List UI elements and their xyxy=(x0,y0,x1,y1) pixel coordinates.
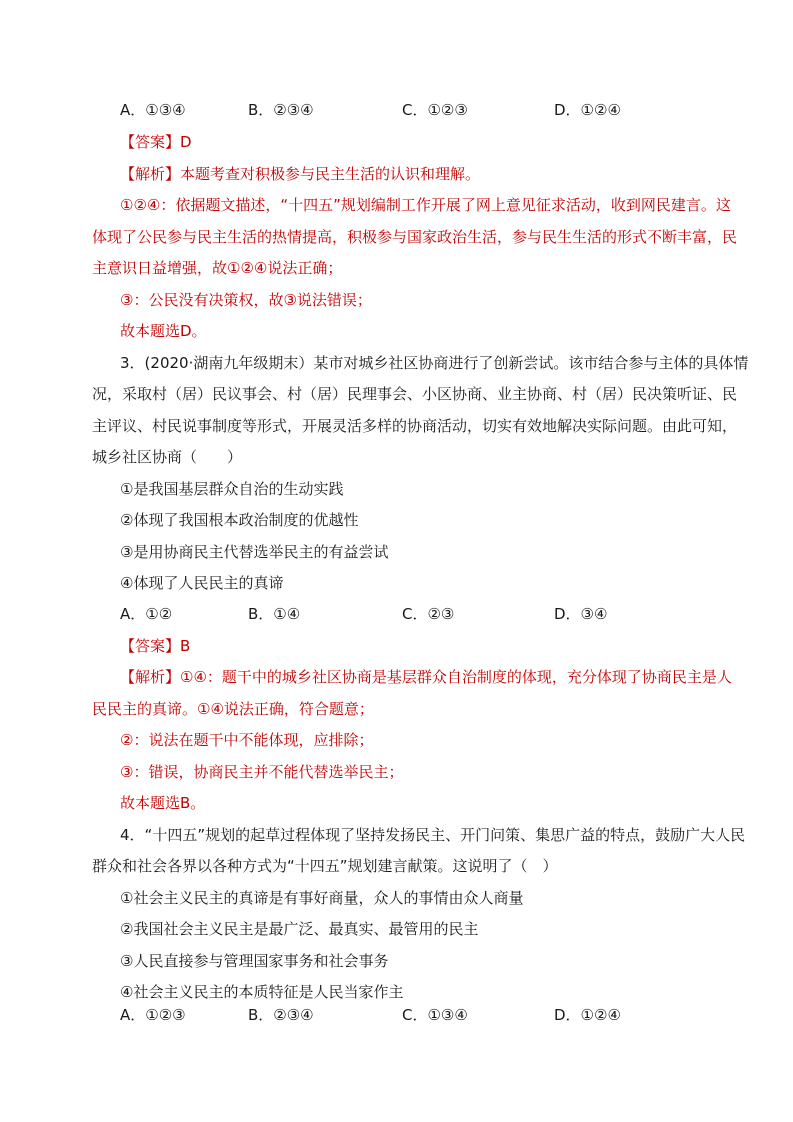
q2-option-a: A．①③④ xyxy=(120,101,186,119)
analysis-tag: 【解析】 xyxy=(120,668,181,686)
q4-statement: ③人民直接参与管理国家事务和社会事务 xyxy=(120,952,389,970)
q3-option-d: D．③④ xyxy=(554,605,608,623)
q3-analysis-line: 故本题选B。 xyxy=(120,794,206,812)
q2-option-c: C．①②③ xyxy=(402,101,468,119)
q3-analysis-first xyxy=(120,666,732,688)
q3-option-b: B．①④ xyxy=(248,605,301,623)
q4-stem-line: 群众和社会各界以各种方式为“十四五”规划建言献策。这说明了（ ） xyxy=(92,857,558,875)
q3-stem-line: 主评议、村民说事制度等形式，开展灵活多样的协商活动，切实有效地解决实际问题。由此可知， xyxy=(92,417,738,435)
answer-tag: 【答案】 xyxy=(120,637,181,655)
q4-statement: ④社会主义民主的本质特征是人民当家作主 xyxy=(120,983,404,1001)
q4-option-a: A．①②③ xyxy=(120,1006,186,1024)
q3-analysis-line: 民民主的真谛。①④说法正确，符合题意； xyxy=(92,700,374,718)
q4-statement: ①社会主义民主的真谛是有事好商量，众人的事情由众人商量 xyxy=(120,889,524,907)
q2-option-b: B．②③④ xyxy=(248,101,314,119)
q3-analysis-line: ②：说法在题干中不能体现，应排除； xyxy=(120,731,374,749)
q2-analysis-line: ③：公民没有决策权，故③说法错误； xyxy=(120,291,372,309)
q3-option-c: C．②③ xyxy=(402,605,455,623)
q3-stem-line: 况，采取村（居）民议事会、村（居）民理事会、小区协商、业主协商、村（居）民决策听证、民 xyxy=(92,385,738,403)
answer-value: B xyxy=(180,637,191,655)
answer-value: D xyxy=(180,133,192,151)
q3-stem-line: 3．(2020·湖南九年级期末）某市对城乡社区协商进行了创新尝试。该市结合参与主体的具体情 xyxy=(120,354,749,372)
analysis-text: ①④：题干中的城乡社区协商是基层群众自治制度的体现，充分体现了协商民主是人 xyxy=(180,668,732,686)
q3-statement: ③是用协商民主代替选举民主的有益尝试 xyxy=(120,543,389,561)
q2-answer xyxy=(120,131,192,153)
q2-option-d: D．①②④ xyxy=(554,101,621,119)
q4-option-b: B．②③④ xyxy=(248,1006,314,1024)
q3-statement: ①是我国基层群众自治的生动实践 xyxy=(120,480,344,498)
q3-analysis-line: ③：错误，协商民主并不能代替选举民主； xyxy=(120,763,404,781)
q4-option-d: D．①②④ xyxy=(554,1006,621,1024)
q2-analysis-line: 故本题选D。 xyxy=(120,322,207,340)
analysis-intro-text: 本题考查对积极参与民主生活的认识和理解。 xyxy=(180,165,481,183)
q2-analysis-line: 主意识日益增强，故①②④说法正确； xyxy=(92,259,343,277)
q4-option-c: C．①③④ xyxy=(402,1006,468,1024)
q4-stem-line: 4．“十四五”规划的起草过程体现了坚持发扬民主、开门问策、集思广益的特点，鼓励广大人民 xyxy=(120,826,746,844)
answer-tag: 【答案】 xyxy=(120,133,181,151)
q4-statement: ②我国社会主义民主是最广泛、最真实、最管用的民主 xyxy=(120,920,479,938)
q2-analysis-intro xyxy=(120,163,480,185)
q3-answer xyxy=(120,635,190,657)
q3-option-a: A．①② xyxy=(120,605,173,623)
analysis-tag: 【解析】 xyxy=(120,165,181,183)
q3-stem-line: 城乡社区协商（ ） xyxy=(92,448,243,466)
q2-analysis-line: ①②④：依据题文描述，“十四五”规划编制工作开展了网上意见征求活动，收到网民建言。这 xyxy=(120,196,731,214)
q3-statement: ②体现了我国根本政治制度的优越性 xyxy=(120,511,359,529)
q2-analysis-line: 体现了公民参与民主生活的热情提高，积极参与国家政治生活，参与民生生活的形式不断丰富，民 xyxy=(92,228,738,246)
q3-statement: ④体现了人民民主的真谛 xyxy=(120,574,284,592)
